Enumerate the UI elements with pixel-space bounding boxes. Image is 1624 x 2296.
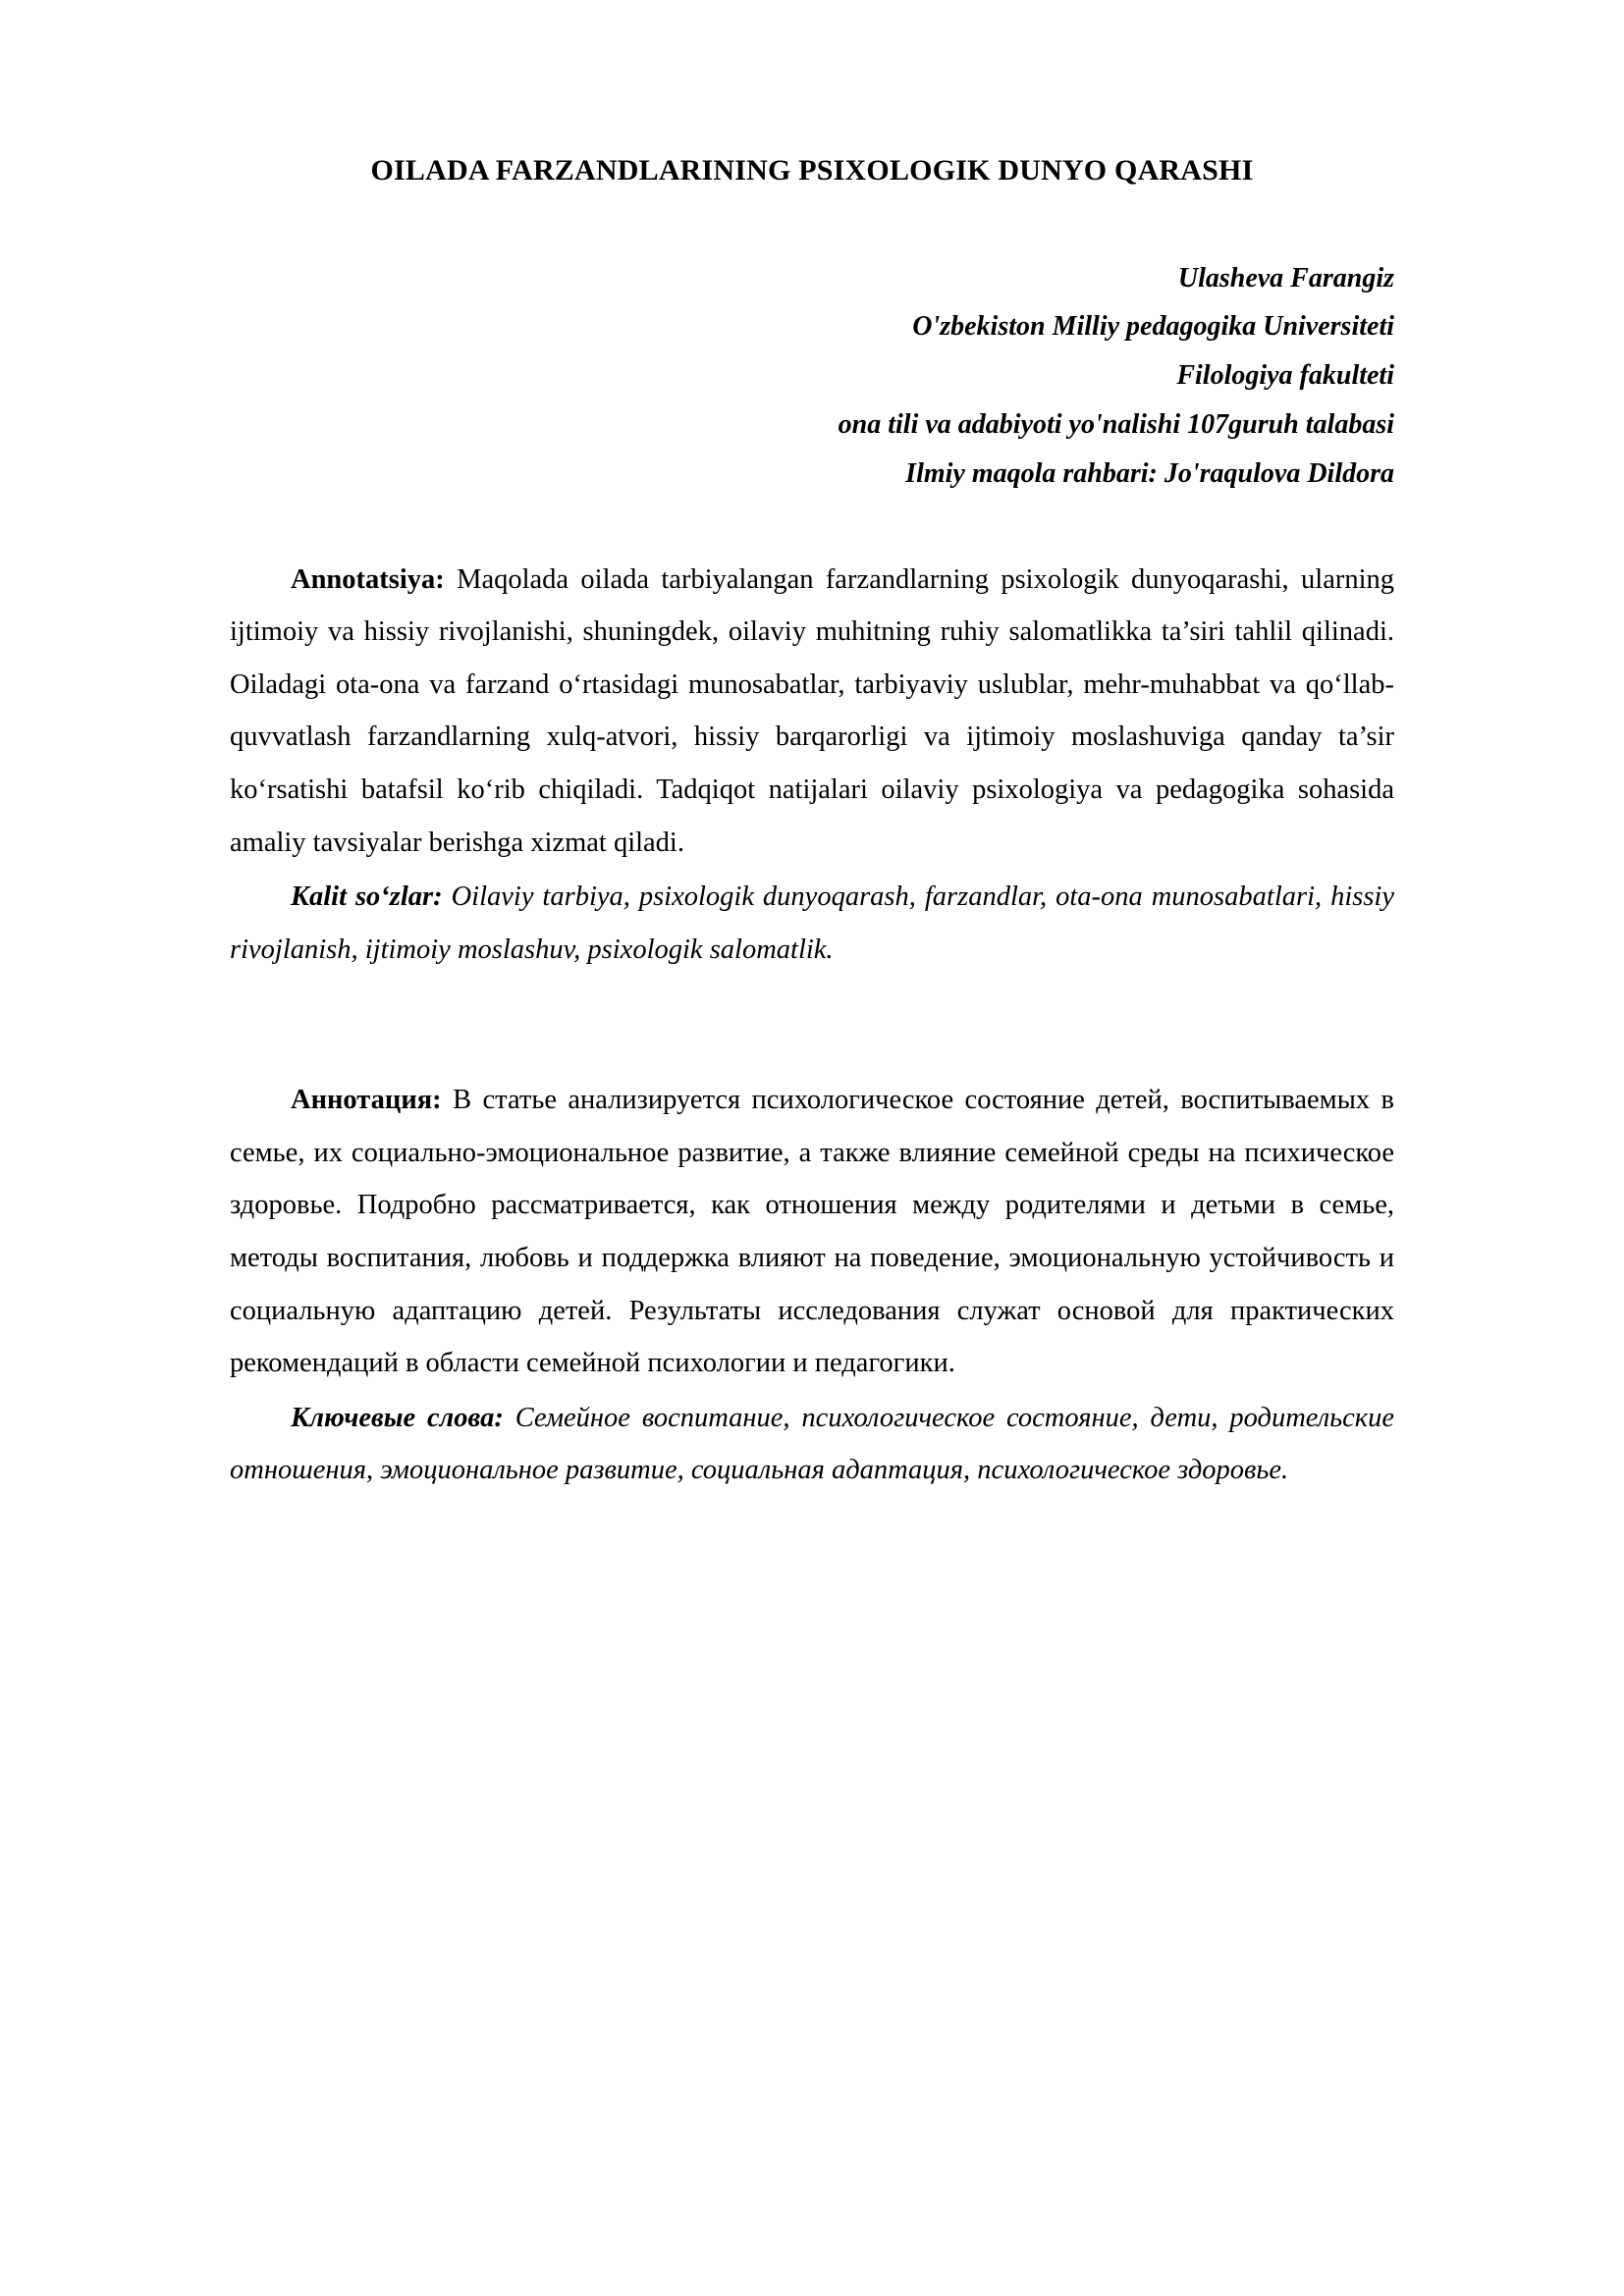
author-name: Ulasheva Farangiz: [1177, 262, 1394, 294]
page-title: OILADA FARZANDLARINING PSIXOLOGIK DUNYO QARASHI: [370, 154, 1254, 187]
keywords-ru-label: Ключевые слова:: [291, 1402, 504, 1433]
spacer-before-uz-abstract: [230, 499, 1394, 554]
abstract-uz-paragraph: [230, 554, 1394, 869]
spacer-before-ru-abstract: [230, 976, 1394, 1074]
abstract-ru-paragraph: [230, 1074, 1394, 1389]
author-block: [230, 254, 1394, 499]
abstract-uz-text: Maqolada oilada tarbiyalangan farzandlarning psixologik dunyoqarashi, ularning ijtimoiy va hissiy rivojlanishi, shuningdek, oilaviy muhitning ruhiy salomatlikka ta’siri tahlil qilinadi. Oiladagi ota-ona va farzand o‘rtasidagi munosabatlar, tarbiyaviy uslublar, mehr-muhabbat va qo‘llab-quvvatlash farzandlarning xulq-atvori, hissiy barqarorligi va ijtimoiy moslashuviga qanday ta’sir ko‘rsatishi batafsil ko‘rib chiqiladi. Tadqiqot natijalari oilaviy psixologiya va pedagogika sohasida amaliy tavsiyalar berishga xizmat qiladi.: [230, 563, 1394, 858]
author-affiliation: O'zbekiston Milliy pedagogika Universiteti: [912, 311, 1394, 343]
abstract-ru-text: В статье анализируется психологическое состояние детей, воспитываемых в семье, их социально-эмоциональное развитие, а также влияние семейной среды на психическое здоровье. Подробно рассматривается, как отношения между родителями и детьми в семье, методы воспитания, любовь и поддержка влияют на поведение, эмоциональную устойчивость и социальную адаптацию детей. Результаты исследования служат основой для практических рекомендаций в области семейной психологии и педагогики.: [230, 1085, 1394, 1379]
author-program: ona tili va adabiyoti yo'nalishi 107guruh talabasi: [838, 408, 1394, 440]
abstract-ru-label: Аннотация:: [291, 1085, 442, 1116]
keywords-uz-text: Oilaviy tarbiya, psixologik dunyoqarash, farzandlar, ota-ona munosabatlari, hissiy rivojlanish, ijtimoiy moslashuv, psixologik salomatlik.: [230, 881, 1394, 965]
abstract-uz-label: Annotatsiya:: [291, 563, 445, 595]
author-supervisor: Ilmiy maqola rahbari: Jo'raqulova Dildora: [905, 457, 1394, 489]
author-faculty: Filologiya fakulteti: [1176, 360, 1394, 392]
keywords-uz-paragraph: [230, 871, 1394, 976]
page-content: [230, 0, 1394, 1497]
keywords-ru-paragraph: [230, 1392, 1394, 1497]
keywords-uz-label: Kalit so‘zlar:: [291, 881, 443, 913]
keywords-ru-text: Семейное воспитание, психологическое состояние, дети, родительские отношения, эмоциональное развитие, социальная адаптация, психологическое здоровье.: [230, 1402, 1394, 1486]
